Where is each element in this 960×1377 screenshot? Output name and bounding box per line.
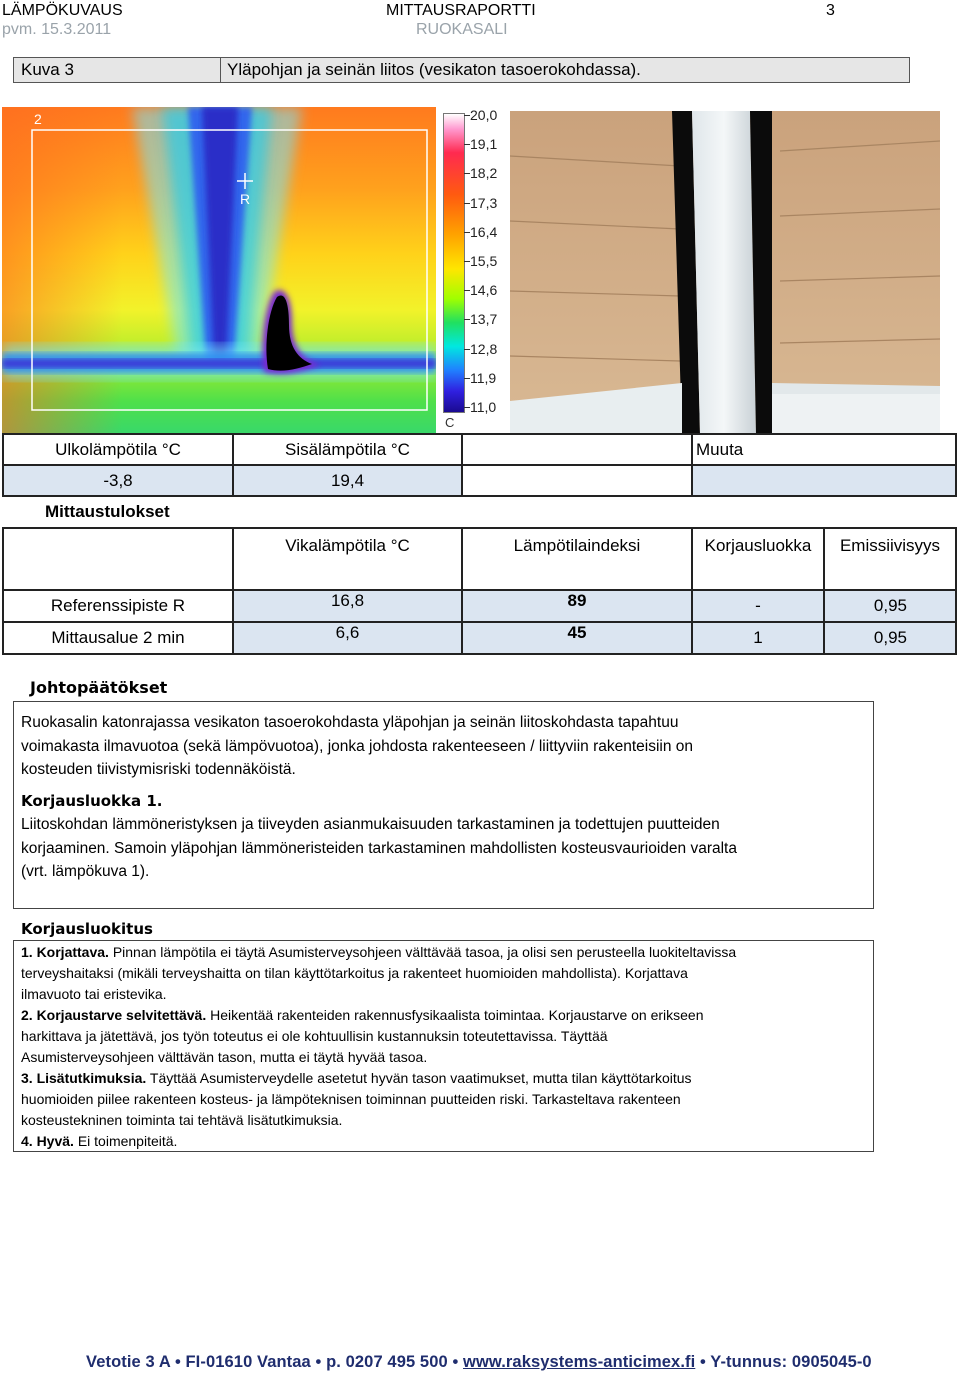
column-header-fault-temp: Vikalämpötila °C [233, 528, 462, 590]
scale-tick-label: 13,7 [470, 311, 498, 328]
figure-label: Kuva 3 [14, 58, 221, 82]
header-date: pvm. 15.3.2011 [2, 21, 112, 38]
repair-class-value: 1 [692, 622, 824, 654]
classes-title: Korjausluokitus [21, 920, 153, 938]
repair-class-value: - [692, 590, 824, 622]
class-4-heading: 4. Hyvä. [21, 1133, 74, 1149]
temperature-scale [436, 107, 509, 434]
scale-tick-label: 18,2 [470, 165, 498, 182]
other-label: Muuta [692, 434, 956, 465]
scale-unit: C [445, 415, 455, 430]
thermal-image [2, 107, 436, 434]
thermal-marker-r: R [240, 191, 251, 207]
bullet-icon: • [452, 1353, 464, 1371]
page-number: 3 [826, 2, 835, 19]
class-text: ilmavuoto tai eristevika. [21, 986, 167, 1002]
results-table [2, 527, 957, 655]
scale-tick-label: 19,1 [470, 136, 498, 153]
scale-tick-label: 11,0 [470, 399, 497, 415]
header-room: RUOKASALI [416, 21, 508, 38]
color-scale-bar [443, 113, 465, 413]
footer-business-id: Y-tunnus: 0905045-0 [710, 1353, 872, 1371]
conclusions-box [13, 701, 874, 909]
conclusion-line: (vrt. lämpökuva 1). [21, 863, 150, 880]
column-header-temp-index: Lämpötilaindeksi [462, 528, 692, 590]
table-row [3, 622, 956, 654]
class-text: Heikentää rakenteiden rakennusfysikaalista toimintaa. Korjaustarve on erikseen [206, 1007, 704, 1023]
class-text: Asumisterveysohjeen välttävän tason, mutta ei täytä hyvää tasoa. [21, 1049, 428, 1065]
class-3-heading: 3. Lisätutkimuksia. [21, 1070, 147, 1086]
figure-caption-bar [13, 57, 910, 83]
row-label: Referenssipiste R [3, 590, 233, 622]
row-label: Mittausalue 2 min [3, 622, 233, 654]
class-text: huomioiden piilee rakenteen kosteus- ja lämpöteknisen toiminnan puutteiden riski. Tarkasteltava rakenteen [21, 1091, 681, 1107]
class-text: kosteustekninen toiminta tai tehtävä lisätutkimuksia. [21, 1112, 343, 1128]
scale-tick-label: 17,3 [470, 194, 498, 211]
footer-address: Vetotie 3 A [86, 1353, 171, 1371]
thermal-marker-2: 2 [34, 111, 42, 127]
class-text: Pinnan lämpötila ei täytä Asumisterveysohjeen välttävää tasoa, ja olisi sen perusteella luokiteltavissa [108, 944, 737, 960]
scale-tick-label: 14,6 [470, 282, 498, 299]
conclusion-line: Ruokasalin katonrajassa vesikaton tasoerokohdasta yläpohjan ja seinän liitoskohdasta tapahtuu [21, 714, 679, 731]
results-title: Mittaustulokset [45, 502, 170, 521]
fault-temp-value: 6,6 [233, 622, 462, 654]
class-text: Ei toimenpiteitä. [73, 1133, 178, 1149]
indoor-temp-value: 19,4 [233, 465, 462, 496]
repair-class-heading: Korjausluokka 1. [21, 791, 163, 810]
footer [86, 1353, 872, 1372]
footer-postal: FI-01610 Vantaa [185, 1353, 311, 1371]
scale-tick-label: 15,5 [470, 253, 498, 269]
conclusion-line: korjaaminen. Samoin yläpohjan lämmöneristeiden tarkastaminen mahdollisten kosteusvaurioiden varalta [21, 839, 737, 857]
scale-tick-label: 20,0 [470, 107, 498, 123]
column-header-emissivity: Emissiivisyys [824, 528, 956, 590]
class-text: harkittava ja jätettävä, jos työn toteutus ei ole kohtuullisin kustannuksin toteutettavissa. Täyttää [21, 1028, 608, 1044]
class-2-heading: 2. Korjaustarve selvitettävä. [21, 1007, 207, 1023]
scale-tick-label: 12,8 [470, 340, 498, 357]
conclusion-line: kosteuden tiivistymisriski todennäköistä. [21, 761, 296, 778]
classes-box [13, 940, 874, 1152]
class-text: terveyshaitaksi (mikäli terveyshaitta on tilan käyttötarkoitus ja rakenteet huomioiden mahdollista). Korjattava [21, 965, 688, 981]
footer-phone: p. 0207 495 500 [326, 1353, 448, 1371]
bullet-icon: • [699, 1353, 711, 1371]
visual-photo [510, 111, 940, 434]
table-row [3, 590, 956, 622]
conclusion-line: voimakasta ilmavuotoa (sekä lämpövuotoa), jonka johdosta rakenteeseen / liittyviin rakenteisiin on [21, 737, 694, 755]
bullet-icon: • [174, 1353, 186, 1371]
bullet-icon: • [315, 1353, 327, 1371]
column-header-repair-class: Korjausluokka [692, 528, 824, 590]
header-center-title: MITTAUSRAPORTTI [386, 2, 536, 19]
scale-tick-label: 16,4 [470, 223, 498, 240]
emissivity-value: 0,95 [824, 590, 956, 622]
conclusion-line: Liitoskohdan lämmöneristyksen ja tiiveyden asianmukaisuuden tarkastaminen ja todettujen puutteiden [21, 816, 720, 833]
scale-tick-label: 11,9 [470, 369, 497, 386]
outdoor-temp-label: Ulkolämpötila °C [3, 434, 233, 465]
temp-index-value: 45 [462, 622, 692, 654]
conclusions-title: Johtopäätökset [30, 678, 168, 697]
conditions-table [2, 433, 957, 497]
temp-index-value: 89 [462, 590, 692, 622]
class-1-heading: 1. Korjattava. [21, 944, 109, 960]
header-left-title: LÄMPÖKUVAUS [2, 2, 123, 19]
emissivity-value: 0,95 [824, 622, 956, 654]
fault-temp-value: 16,8 [233, 590, 462, 622]
outdoor-temp-value: -3,8 [3, 465, 233, 496]
figure-caption: Yläpohjan ja seinän liitos (vesikaton tasoerokohdassa). [227, 60, 641, 79]
indoor-temp-label: Sisälämpötila °C [233, 434, 462, 465]
footer-web-link[interactable]: www.raksystems-anticimex.fi [463, 1353, 696, 1371]
other-value [692, 465, 956, 496]
class-text: Täyttää Asumisterveydelle asetetut hyvän tason vaatimukset, mutta tilan käyttötarkoitus [146, 1070, 692, 1086]
